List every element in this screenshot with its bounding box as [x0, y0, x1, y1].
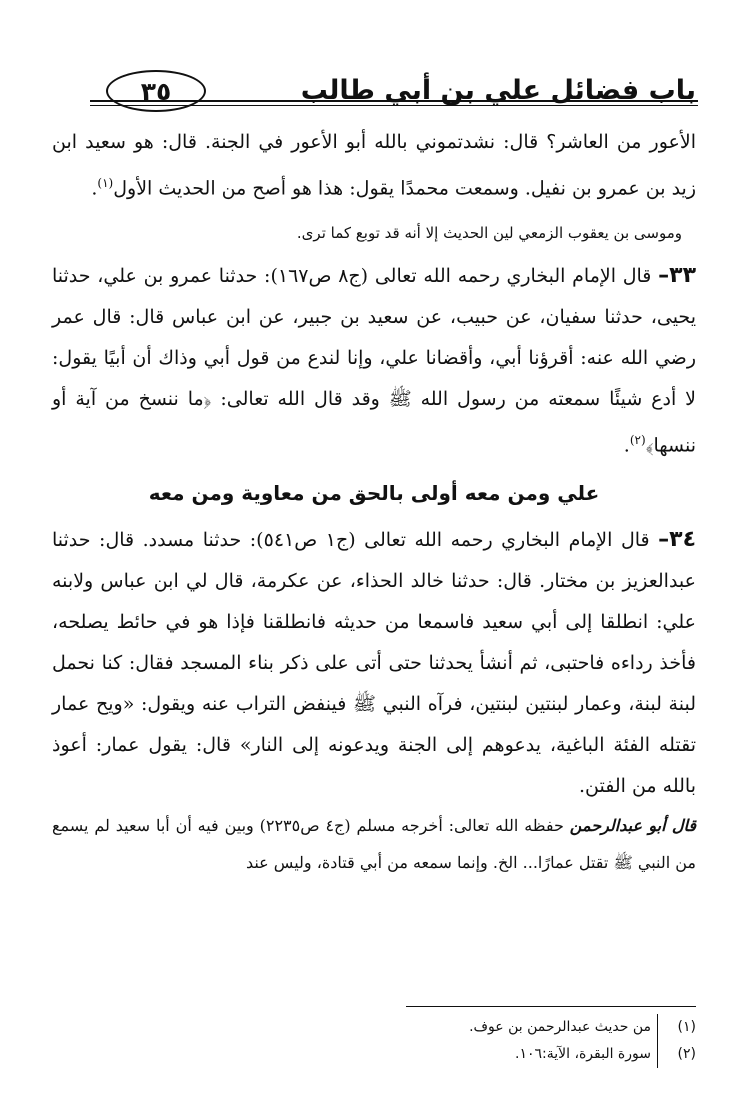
- footnotes: [60, 1014, 696, 1068]
- header-rule-thin: [90, 105, 698, 106]
- main-text: [52, 122, 696, 881]
- page-number: ٣٥: [140, 76, 172, 106]
- paragraph-continuation: الأعور من العاشر؟ قال: نشدتموني بالله أبو الأعور في الجنة. قال: هو سعيد ابن زيد بن عمرو بن نفيل. وسمعت محمدًا يقول: هذا هو أصح من الحديث الأول$^{(١)}$.: [52, 131, 696, 200]
- editor-note: وموسى بن يعقوب الزمعي لين الحديث إلا أنه قد توبع كما ترى.: [296, 224, 682, 243]
- footnote-item: (١) من حديث عبدالرحمن بن عوف.: [60, 1014, 696, 1041]
- author-comment: قال أبو عبدالرحمن حفظه الله تعالى: أخرجه مسلم (ج٤ ص٢٢٣٥) وبين فيه أن أبا سعيد لم يسمع من النبي ﷺ تقتل عمارًا... الخ. وإنما سمعه من أبي قتادة، وليس عند: [52, 815, 697, 872]
- footnote-ref-1: (١): [97, 176, 114, 190]
- running-header-title: باب فضائل علي بن أبي طالب: [300, 75, 696, 106]
- header-rule: [90, 100, 698, 102]
- hadith-number-33: ٣٣–: [658, 263, 696, 289]
- footnote-ref-2: (٢): [629, 433, 646, 448]
- hadith-33: ٣٣– قال الإمام البخاري رحمه الله تعالى (ج٨ ص١٦٧): حدثنا عمرو بن علي، حدثنا يحيى، حدثنا سفيان، عن حبيب، عن سعيد بن جبير، عن ابن عباس قال: قال عمر رضي الله عنه: أقرؤنا أبي، وأقضانا علي، وإنا لندع من قول أبي وذاك أن أبيًا يقول: لا أدع شيئًا سمعته من رسول الله ﷺ وقد قال الله تعالى: ﴿ما ننسخ من آية أو ننسها﴾$^{(٢)}$.: [52, 263, 696, 457]
- hadith-number-34: ٣٤–: [658, 526, 696, 552]
- author-signature: قال أبو عبدالرحمن: [569, 815, 697, 835]
- footnote-item: (٢) سورة البقرة، الآية:١٠٦.: [60, 1041, 696, 1068]
- hadith-34: ٣٤– قال الإمام البخاري رحمه الله تعالى (ج١ ص٥٤١): حدثنا مسدد. قال: حدثنا عبدالعزيز بن مختار. قال: حدثنا خالد الحذاء، عن عكرمة، قال لي ابن عباس ولابنه علي: انطلقا إلى أبي سعيد فاسمعا من حديثه فانطلقنا فإذا هو في حائط يصلحه، فأخذ رداءه فاحتبى، ثم أنشأ يحدثنا حتى أتى على ذكر بناء المسجد فقال: كنا نحمل لبنة لبنة، وعمار لبنتين لبنتين، فرآه النبي ﷺ فينفض التراب عنه ويقول: «ويح عمار تقتله الفئة الباغية، يدعوهم إلى الجنة ويدعونه إلى النار» قال: يقول عمار: أعوذ بالله من الفتن.: [52, 526, 696, 797]
- footnote-rule: [406, 1006, 696, 1007]
- section-heading: علي ومن معه أولى بالحق من معاوية ومن معه: [148, 480, 600, 505]
